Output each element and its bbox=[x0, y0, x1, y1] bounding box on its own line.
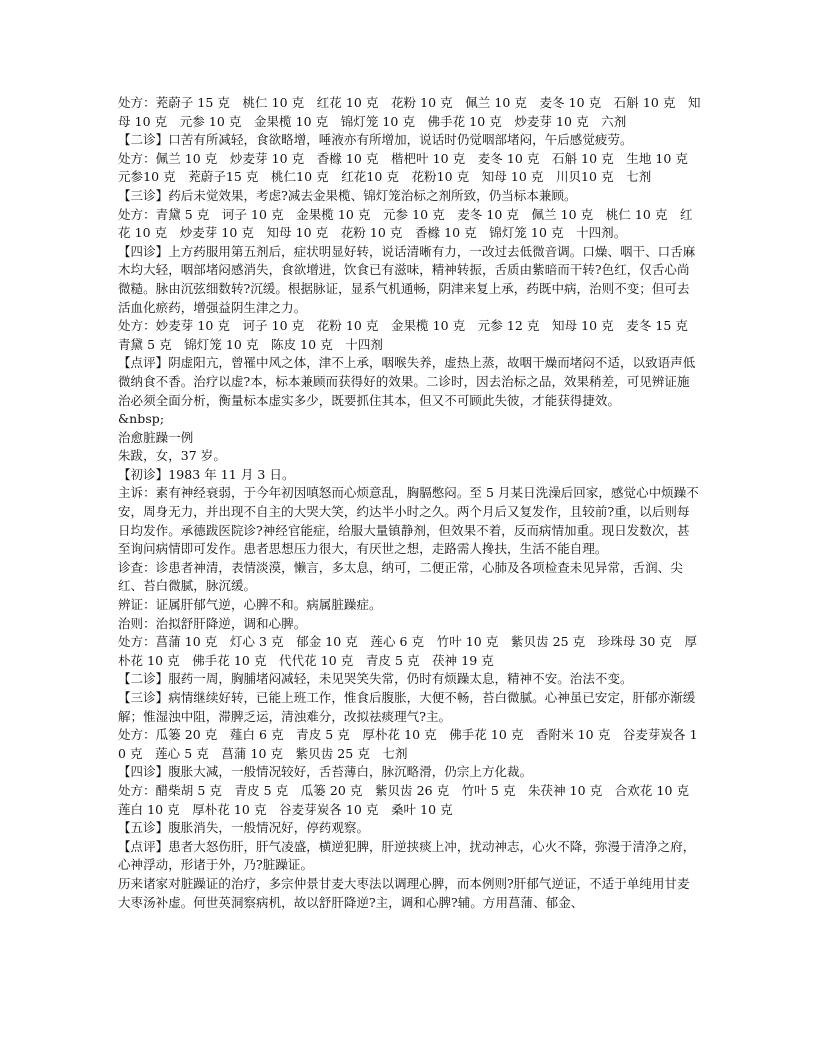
case-two-fourth-visit: 【四诊】腹胀大减，一般情况较好，舌苔薄白，脉沉略滑，仍宗上方化裁。 bbox=[118, 764, 533, 780]
prescription-second-visit: 处方：佩兰 10 克 炒麦芽 10 克 香橼 10 克 楷杷叶 10 克 麦冬 10 克 石斛 10 克 生地 10 克 元参10 克 茺蔚子15 克 桃仁10 克 红花10 克 花粉10 克 知母 10 克 川贝10 克 七剂 bbox=[118, 150, 701, 185]
second-visit-note: 【二诊】口苦有所减轻，食欲略增，唾液亦有所增加，说话时仍觉咽部堵闷，午后感觉疲劳。 bbox=[118, 132, 633, 148]
third-visit-note: 【三诊】药后未觉效果，考虑?减去金果榄、锦灯笼治标之剂所致，仍当标本兼顾。 bbox=[118, 187, 577, 203]
case-title: 治愈脏躁一例 bbox=[118, 429, 194, 445]
commentary-continued: 历来诸家对脏躁证的治疗，多宗仲景甘麦大枣法以调理心脾，而本例则?肝郁气逆证，不适于单纯用甘麦大枣汤补虚。何世英洞察病机，故以舒肝降逆?主，调和心脾?辅。方用菖蒲、郁金、 bbox=[118, 875, 690, 910]
nbsp-artifact-line: &nbsp; bbox=[118, 411, 165, 427]
commentary-case-two: 【点评】患者大怒伤肝，肝气凌盛，横逆犯脾，肝逆挟痰上冲，扰动神志，心火不降，弥漫于清净之府，心神浮动，形诸于外，乃?脏躁证。 bbox=[118, 838, 696, 873]
prescription-case-two-fourth: 处方：醋柴胡 5 克 青皮 5 克 瓜篓 20 克 紫贝齿 26 克 竹叶 5 克 朱茯神 10 克 合欢花 10 克 莲白 10 克 厚朴花 10 克 谷麦芽炭各 10 克 桑叶 10 克 bbox=[118, 782, 702, 817]
chief-complaint: 主诉：素有神经衰弱，于今年初因嗔怒而心烦意乱，胸膈憋闷。至 5 月某日洗澡后回家，感觉心中烦躁不安，周身无力，并出现不自主的大哭大笑，约达半小时之久。两个月后又复发作，且较前?重，以后则每日均发作。承德跋医院诊?神经官能症，给服大量镇静剂，但效果不着，反而病情加重。现日发数次，甚至询问病情即可发作。患者思想压力很大，有厌世之想，走路需人搀扶，生活不能自理。 bbox=[118, 485, 699, 557]
treatment-principle: 治则：治拟舒肝降逆，调和心脾。 bbox=[118, 615, 307, 631]
syndrome-differentiation: 辨证：证属肝郁气逆，心脾不和。病属脏躁症。 bbox=[118, 597, 382, 613]
patient-info: 朱跋，女，37 岁。 bbox=[118, 448, 226, 464]
commentary-case-one: 【点评】阴虚阳亢，曾罹中风之体，津不上承，咽喉失养，虚热上蒸，故咽干燥而堵闷不适，以致语声低微纳食不香。治疗以虚?本，标本兼顾而获得好的效果。二诊时，因去治标之品，效果稍差，可见辨证施治必须全面分析，衡量标本虚实多少，既要抓住其本，但又不可顾此失彼，才能获得捷效。 bbox=[118, 355, 696, 408]
prescription-case-two-third: 处方：瓜篓 20 克 薤白 6 克 青皮 5 克 厚朴花 10 克 佛手花 10 克 香附米 10 克 谷麦芽炭各 10 克 莲心 5 克 菖蒲 10 克 紫贝齿 25 克 七剂 bbox=[118, 727, 698, 761]
examination: 诊查：诊患者神清，表情淡漠，懒言，多太息，纳可，二便正常，心肺及各项检查未见异常，舌润、尖红、苔白微腻，脉沉缓。 bbox=[118, 559, 683, 594]
case-two-third-visit: 【三诊】病情继续好转，已能上班工作，惟食后腹胀，大便不畅，苔白微腻。心神虽已安定，肝郁亦渐缓解；惟湿浊中阻，滞脾乏运，清浊难分，改拟祛痰理气?主。 bbox=[118, 690, 696, 724]
first-visit-date: 【初诊】1983 年 11 月 3 日。 bbox=[118, 466, 295, 482]
document-page bbox=[118, 94, 702, 912]
prescription-third-visit: 处方：青黛 5 克 诃子 10 克 金果榄 10 克 元参 10 克 麦冬 10 克 佩兰 10 克 桃仁 10 克 红花 10 克 炒麦芽 10 克 知母 10 克 花粉 10 克 香橼 10 克 锦灯笼 10 克 十四剂。 bbox=[118, 206, 693, 241]
prescription-first-visit: 处方：茺蔚子 15 克 桃仁 10 克 红花 10 克 花粉 10 克 佩兰 10 克 麦冬 10 克 石斛 10 克 知母 10 克 元参 10 克 金果榄 10 克 锦灯笼 10 克 佛手花 10 克 炒麦芽 10 克 六剂 bbox=[118, 95, 701, 129]
case-two-second-visit: 【二诊】服药一周，胸脯堵闷减轻，未见哭笑失常，仍时有烦躁太息，精神不安。治法不变。 bbox=[118, 671, 633, 687]
prescription-case-two-first: 处方：菖蒲 10 克 灯心 3 克 郁金 10 克 莲心 6 克 竹叶 10 克 紫贝齿 25 克 珍珠母 30 克 厚朴花 10 克 佛手花 10 克 代代花 10 克 青皮 5 克 茯神 19 克 bbox=[118, 634, 698, 668]
fourth-visit-note: 【四诊】上方药服用第五剂后，症状明显好转，说话清晰有力，一改过去低微音调。口燥、咽干、口舌麻木均大轻，咽部堵闷感消失，食欲增进，饮食已有滋味，精神转振，舌质由紫暗而干转?色红，仅舌心尚微糙。脉由沉弦细数转?沉缓。根据脉证，显系气机通畅，阴津来复上承，药既中病，治则不变；但可去活血化瘀药，增强益阴生津之力。 bbox=[118, 243, 696, 315]
case-two-fifth-visit: 【五诊】腹胀消失，一般情况好，停药观察。 bbox=[118, 820, 370, 836]
prescription-fourth-visit: 处方：妙麦芽 10 克 诃子 10 克 花粉 10 克 金果榄 10 克 元参 12 克 知母 10 克 麦冬 15 克 青黛 5 克 锦灯笼 10 克 陈皮 10 克 十四剂 bbox=[118, 318, 701, 352]
